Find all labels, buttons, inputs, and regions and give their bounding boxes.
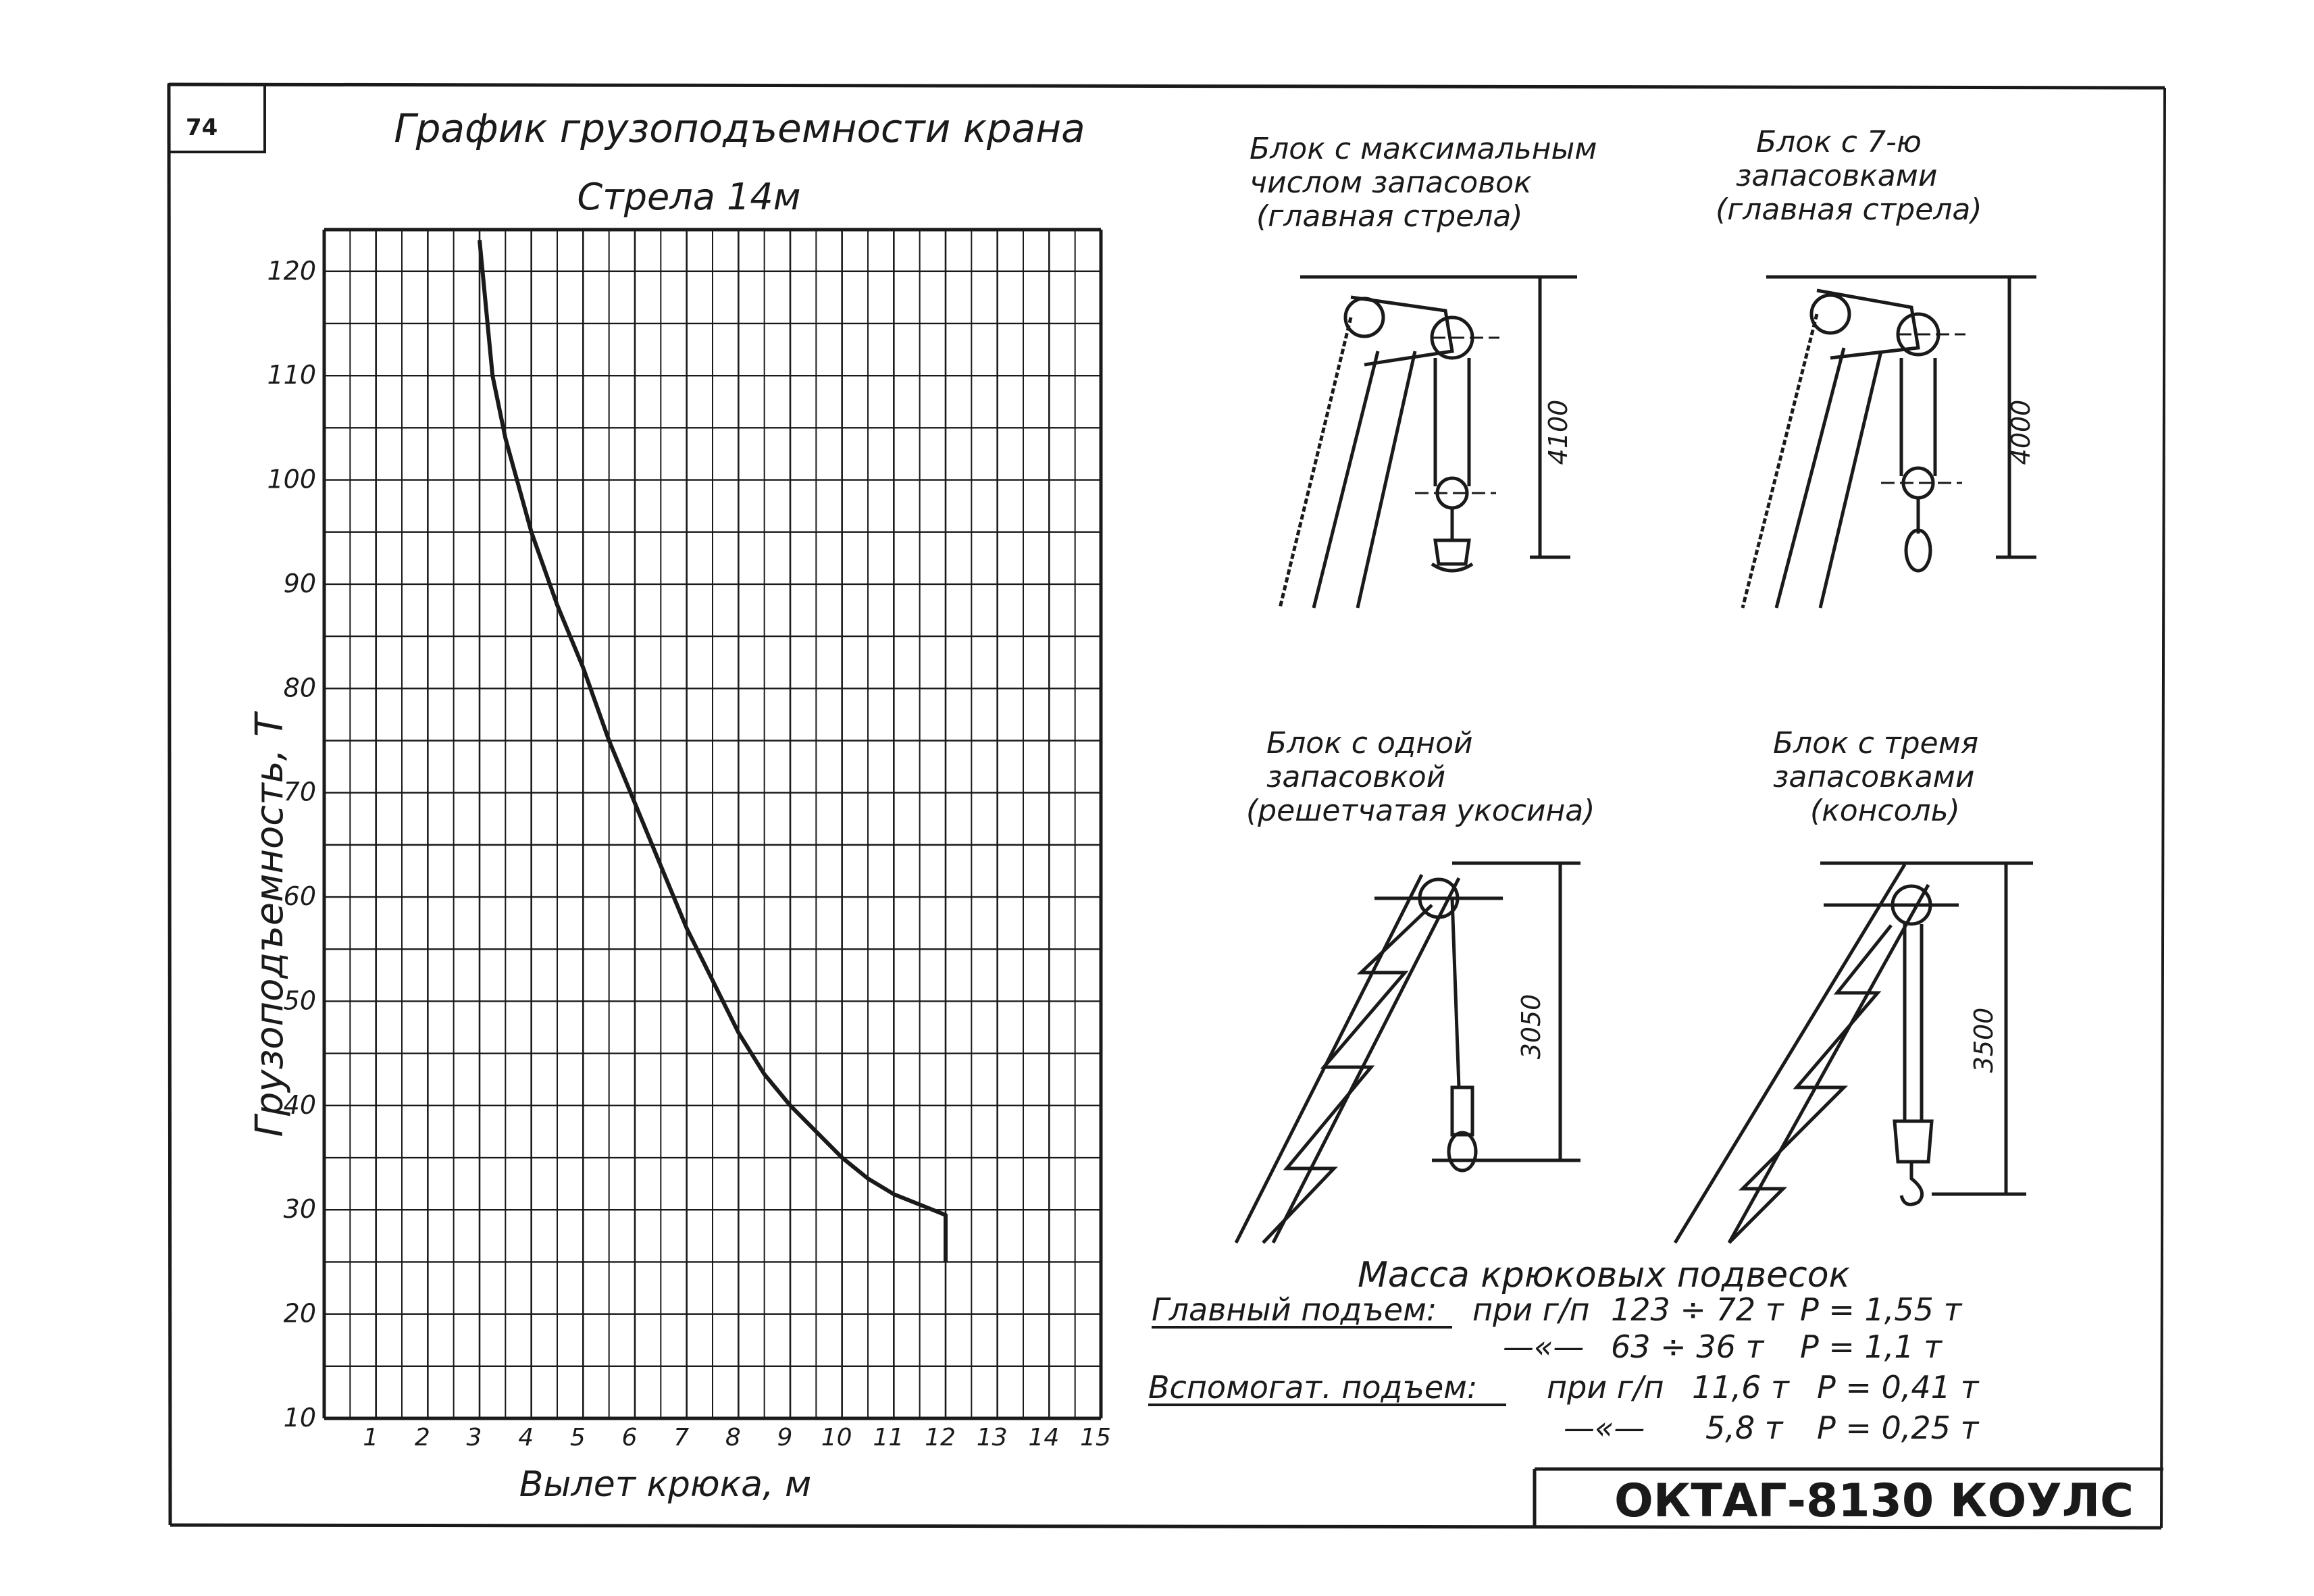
row2-value: P = 1,1 т [1800, 1329, 1943, 1365]
x-tick-label: 10 [821, 1424, 852, 1451]
y-tick-label: 110 [267, 360, 316, 390]
block3-diagram [1236, 726, 1595, 1243]
x-tick-label: 5 [569, 1424, 586, 1451]
y-tick-label: 90 [283, 568, 316, 598]
block4-dimension: 3500 [1969, 1007, 1999, 1073]
y-axis-label: Грузоподъемность, Т [248, 713, 292, 1137]
block2-dimension: 4000 [2006, 399, 2036, 465]
x-tick-label: 2 [414, 1424, 430, 1451]
x-tick-label: 6 [621, 1424, 638, 1451]
row1-cond: при г/п [1472, 1291, 1590, 1328]
block2-title-line2: запасовками [1736, 159, 1938, 193]
chart-title: График грузоподъемности крана [394, 105, 1085, 151]
row1-label: Главный подъем: [1152, 1291, 1437, 1328]
y-tick-label: 10 [283, 1403, 316, 1433]
row4-range: 5,8 т [1705, 1410, 1783, 1446]
y-tick-label: 70 [283, 777, 316, 807]
x-tick-labels [363, 1424, 1111, 1451]
x-tick-label: 14 [1028, 1424, 1060, 1451]
title-stamp [1535, 1469, 2163, 1528]
row3-range: 11,6 т [1692, 1369, 1789, 1406]
mass-table [1148, 1255, 1980, 1446]
row4-label: —«— [1564, 1410, 1645, 1446]
row2-range: 63 ÷ 36 т [1611, 1329, 1764, 1365]
chart-grid [324, 230, 1101, 1418]
frame-top [169, 84, 2165, 88]
block4-title-line3: (консоль) [1810, 794, 1960, 828]
frame-left [169, 84, 170, 1525]
row3-cond: при г/п [1547, 1369, 1664, 1406]
block3-title-line2: запасовкой [1266, 760, 1446, 794]
x-tick-label: 15 [1080, 1424, 1111, 1451]
block1-title-line3: (главная стрела) [1256, 199, 1523, 234]
block4-title-line2: запасовками [1773, 760, 1975, 794]
block1-title-line1: Блок с максимальным [1250, 132, 1597, 166]
frame-right [2161, 88, 2165, 1528]
y-tick-label: 30 [283, 1194, 316, 1225]
row1-value: P = 1,55 т [1800, 1291, 1962, 1328]
y-tick-label: 40 [283, 1089, 316, 1120]
block3-title-line1: Блок с одной [1266, 726, 1473, 761]
block2-title-line3: (главная стрела) [1716, 192, 1982, 227]
row1-range: 123 ÷ 72 т [1611, 1291, 1784, 1328]
block4-diagram [1675, 726, 2033, 1243]
x-tick-label: 1 [363, 1424, 379, 1451]
x-tick-label: 8 [725, 1424, 741, 1451]
block3-title-line3: (решетчатая укосина) [1246, 794, 1595, 828]
block1-dimension: 4100 [1543, 399, 1573, 465]
block4-title-line1: Блок с тремя [1773, 726, 1979, 761]
x-tick-label: 7 [673, 1424, 690, 1451]
x-axis-label: Вылет крюка, м [519, 1464, 812, 1505]
page-number: 74 [186, 114, 218, 141]
x-tick-label: 9 [777, 1424, 793, 1451]
y-tick-label: 60 [283, 881, 316, 912]
row2-label: —«— [1503, 1329, 1585, 1365]
x-tick-label: 13 [976, 1424, 1008, 1451]
stamp-text: ОКТАГ-8130 КОУЛС [1614, 1474, 2134, 1528]
y-tick-label: 80 [283, 673, 316, 703]
block3-dimension: 3050 [1516, 994, 1546, 1060]
block2-title-line1: Блок с 7-ю [1756, 125, 1922, 159]
y-tick-label: 50 [283, 985, 316, 1016]
x-tick-label: 4 [518, 1424, 534, 1451]
row3-value: P = 0,41 т [1817, 1369, 1979, 1406]
capacity-chart [267, 230, 1110, 1451]
x-tick-label: 11 [873, 1424, 904, 1451]
block2-diagram [1716, 125, 2036, 608]
row3-label: Вспомогат. подъем: [1148, 1369, 1478, 1406]
chart-subtitle: Стрела 14м [577, 176, 801, 218]
y-tick-label: 100 [267, 464, 316, 494]
row4-value: P = 0,25 т [1817, 1410, 1979, 1446]
block1-diagram [1250, 132, 1597, 608]
block1-title-line2: числом запасовок [1250, 165, 1532, 200]
mass-title: Масса крюковых подвесок [1358, 1255, 1850, 1295]
x-tick-label: 12 [925, 1424, 956, 1451]
x-tick-label: 3 [466, 1424, 482, 1451]
y-tick-label: 120 [267, 255, 316, 286]
y-tick-label: 20 [283, 1298, 316, 1329]
